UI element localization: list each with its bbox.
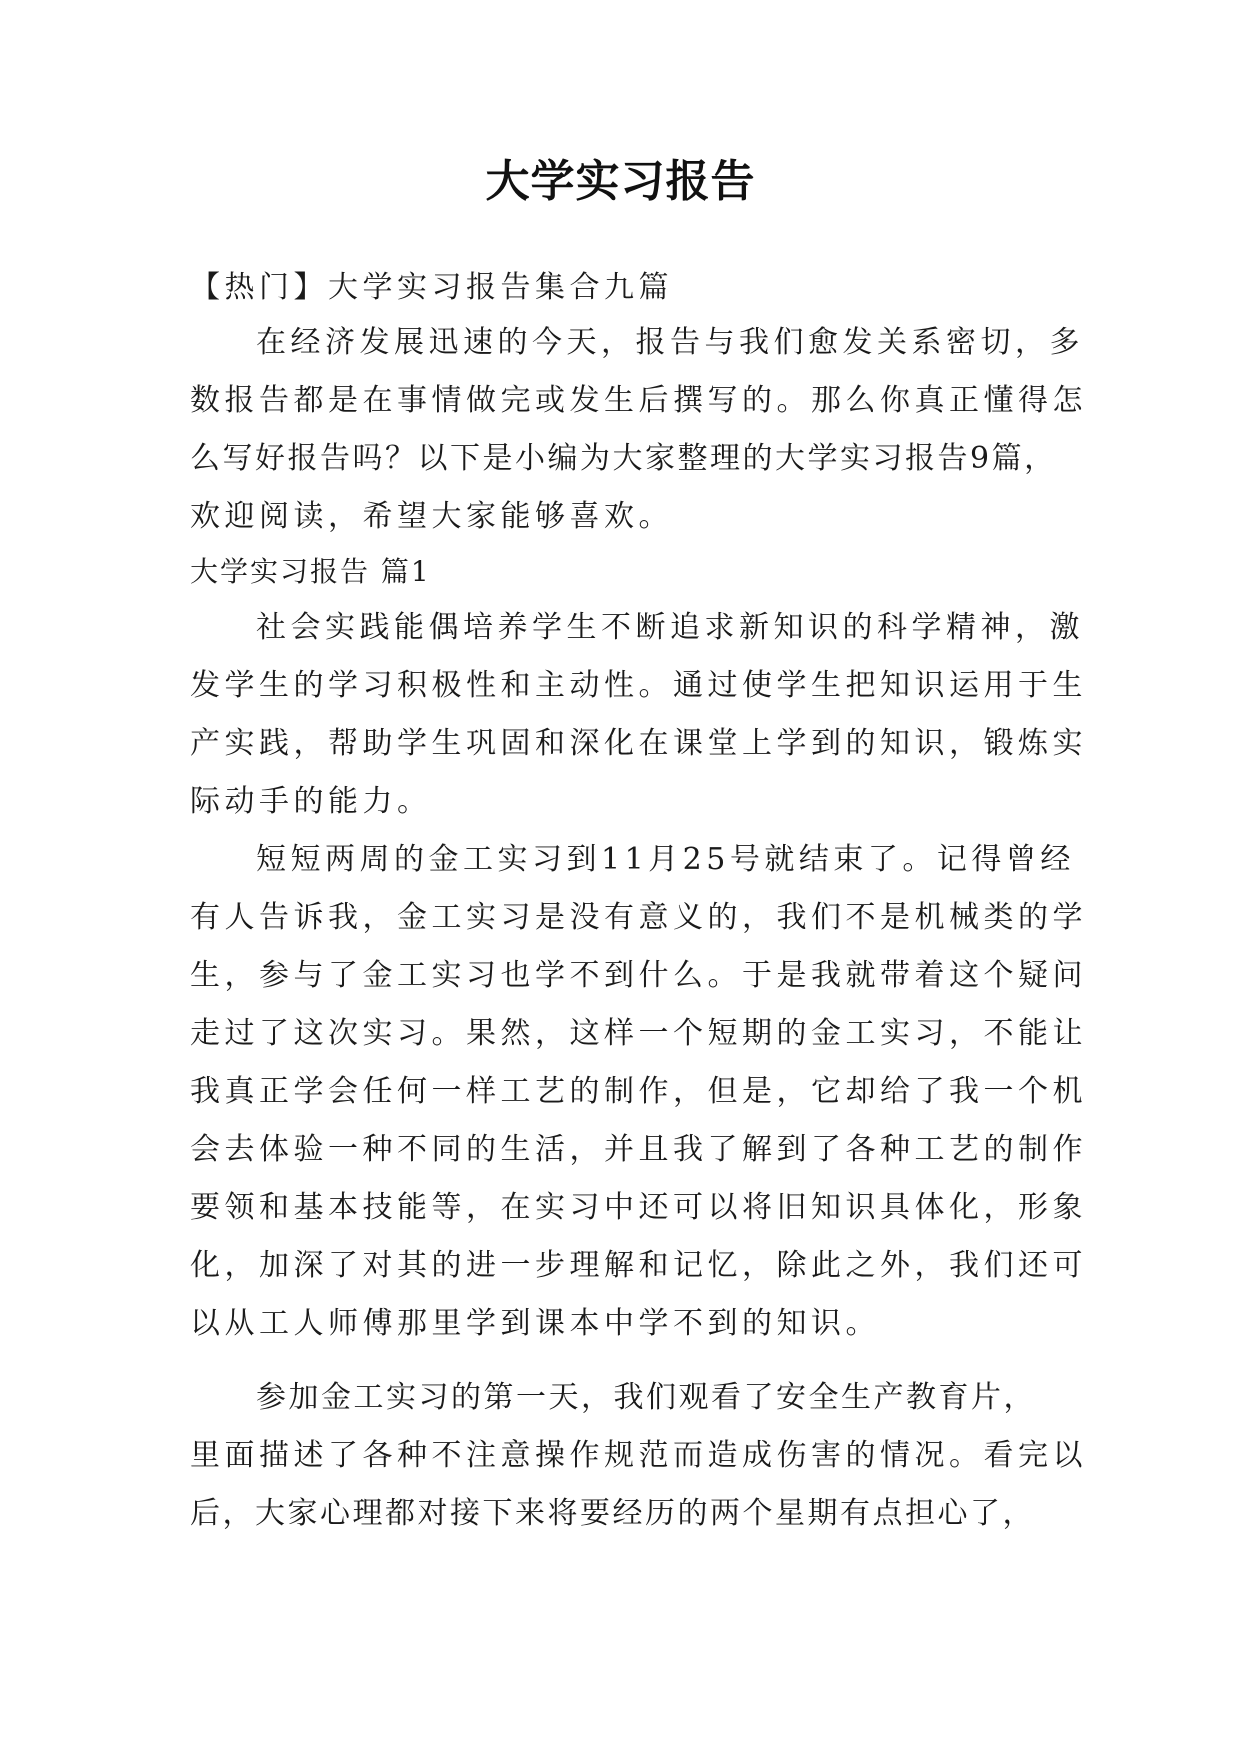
paragraph-line: 走过了这次实习。果然，这样一个短期的金工实习，不能让 [190,1016,1087,1051]
paragraph-line: 要领和基本技能等，在实习中还可以将旧知识具体化，形象 [190,1190,1087,1225]
document-title: 大学实习报告 [485,156,756,207]
paragraph-line: 以从工人师傅那里学到课本中学不到的知识。 [190,1306,880,1341]
paragraph-line: 社会实践能偶培养学生不断追求新知识的科学精神，激 [256,610,1084,645]
section-heading: 大学实习报告 篇1 [190,555,431,588]
document-subtitle: 【热门】大学实习报告集合九篇 [190,270,673,305]
paragraph-line: 里面描述了各种不注意操作规范而造成伤害的情况。看完以 [190,1438,1087,1473]
paragraph-line: 短短两周的金工实习到11月25号就结束了。记得曾经 [256,842,1075,877]
paragraph-line: 我真正学会任何一样工艺的制作，但是，它却给了我一个机 [190,1074,1087,1109]
intro-line: 数报告都是在事情做完或发生后撰写的。那么你真正懂得怎 [190,383,1087,418]
intro-line: 么写好报告吗？以下是小编为大家整理的大学实习报告9篇， [190,441,1057,476]
paragraph-line: 生，参与了金工实习也学不到什么。于是我就带着这个疑问 [190,958,1087,993]
paragraph-line: 产实践，帮助学生巩固和深化在课堂上学到的知识，锻炼实 [190,726,1087,761]
intro-line: 在经济发展迅速的今天，报告与我们愈发关系密切，多 [256,325,1084,360]
paragraph-line: 参加金工实习的第一天，我们观看了安全生产教育片， [256,1380,1036,1415]
paragraph-line: 会去体验一种不同的生活，并且我了解到了各种工艺的制作 [190,1132,1087,1167]
intro-line: 欢迎阅读，希望大家能够喜欢。 [190,499,673,534]
paragraph-line: 际动手的能力。 [190,784,432,819]
paragraph-line: 发学生的学习积极性和主动性。通过使学生把知识运用于生 [190,668,1087,703]
paragraph-line: 后，大家心理都对接下来将要经历的两个星期有点担心了， [190,1496,1035,1531]
paragraph-line: 化，加深了对其的进一步理解和记忆，除此之外，我们还可 [190,1248,1087,1283]
paragraph-line: 有人告诉我，金工实习是没有意义的，我们不是机械类的学 [190,900,1087,935]
